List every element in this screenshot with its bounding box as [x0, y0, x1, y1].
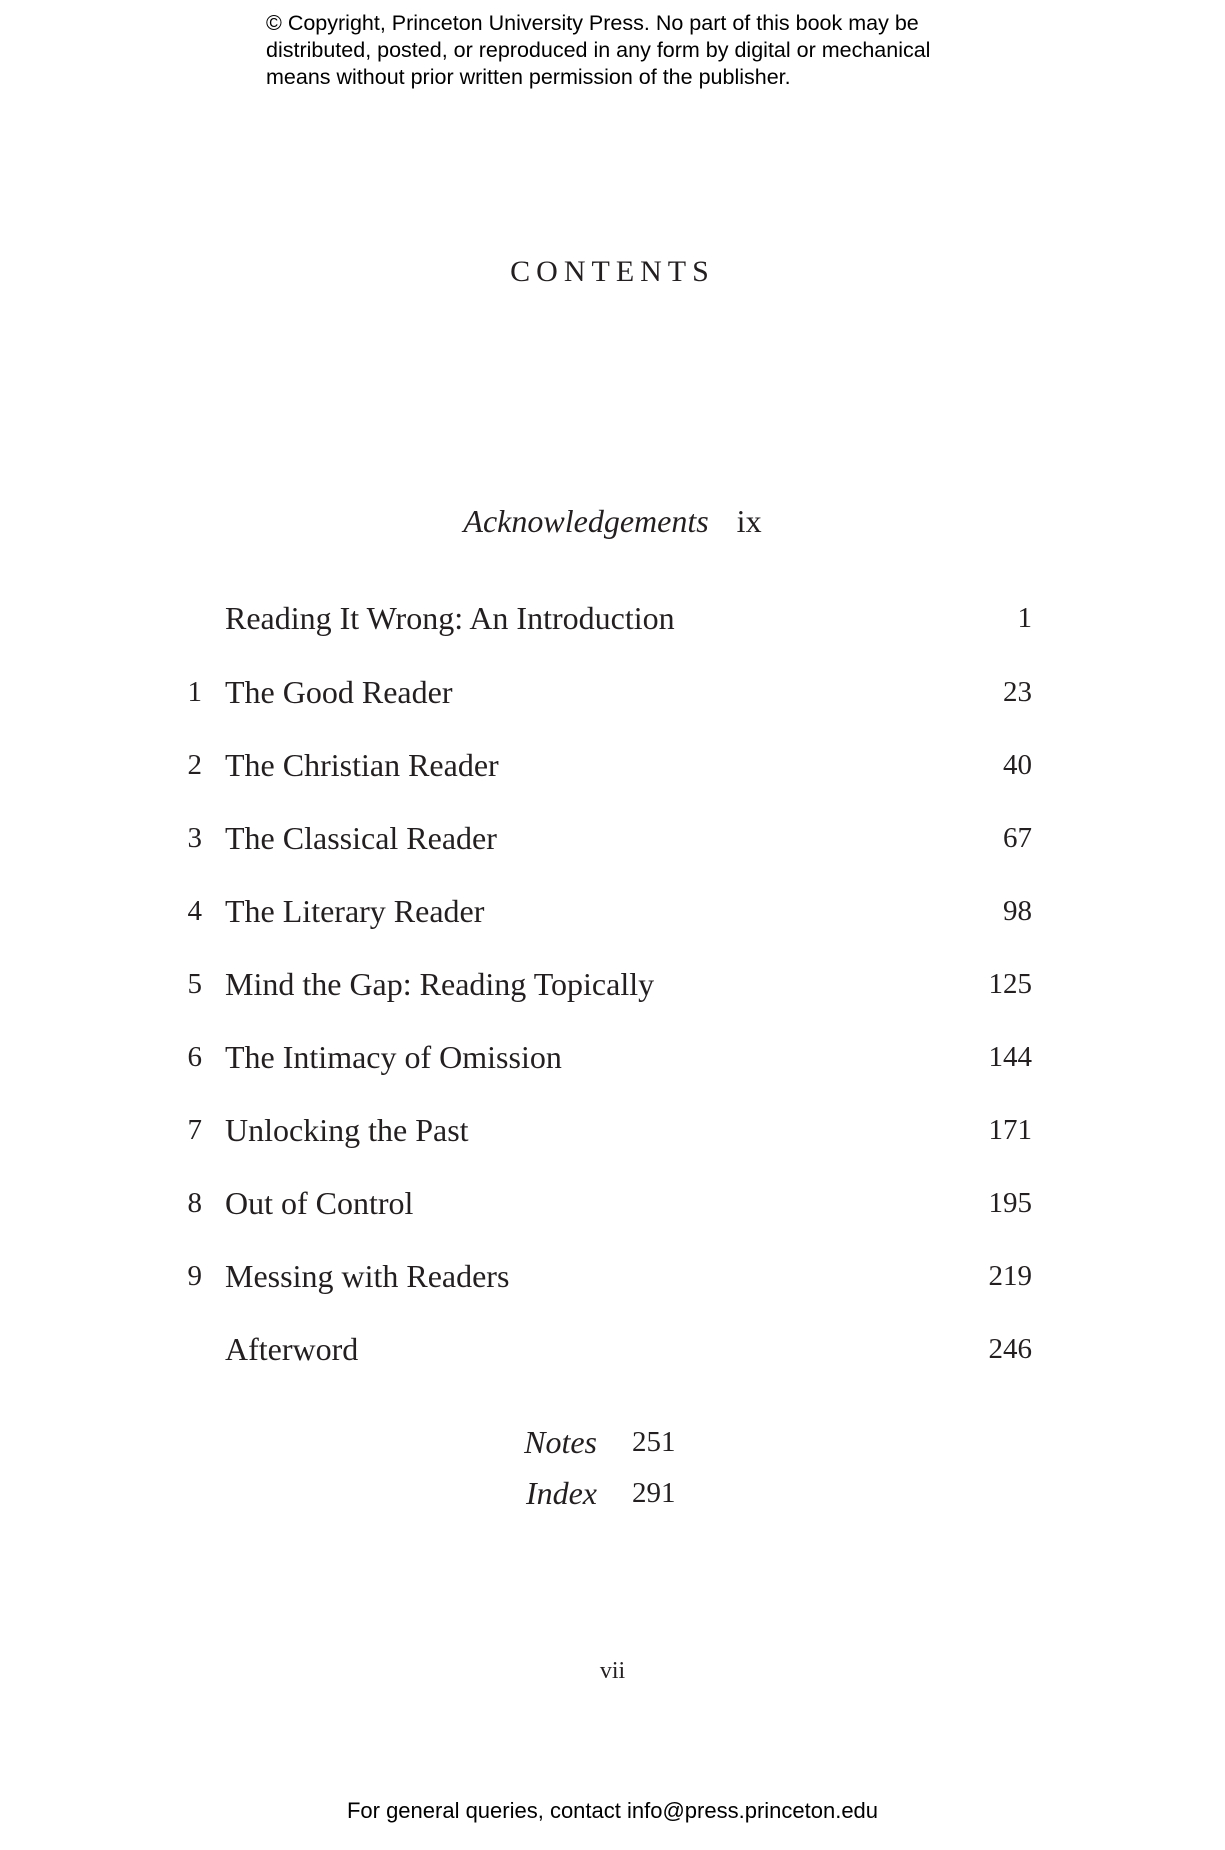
chapter-page: 144 [988, 1041, 1032, 1073]
toc-front-page: ix [736, 503, 762, 539]
chapter-page: 23 [1003, 676, 1032, 708]
chapter-title: Reading It Wrong: An Introduction [225, 600, 675, 636]
chapter-title: Unlocking the Past [225, 1112, 469, 1148]
toc-back-matter [0, 1420, 1225, 1464]
toc-back-matter [0, 1471, 1225, 1515]
chapter-title: Mind the Gap: Reading Topically [225, 966, 655, 1002]
toc-front-matter [0, 500, 1225, 542]
toc-front-title: Acknowledgements [463, 503, 709, 539]
chapter-number: 5 [187, 968, 202, 1000]
footer-contact: For general queries, contact info@press.princeton.edu [346, 1798, 879, 1823]
toc-entry [0, 670, 1225, 714]
toc-entry [0, 743, 1225, 787]
toc-entry [0, 596, 1225, 640]
chapter-title: The Classical Reader [225, 820, 497, 856]
toc-entry [0, 816, 1225, 860]
chapter-title: Messing with Readers [225, 1258, 510, 1294]
chapter-page: 195 [988, 1187, 1032, 1219]
chapter-number: 9 [187, 1260, 202, 1292]
chapter-title: The Intimacy of Omission [225, 1039, 562, 1075]
chapter-page: 1 [1017, 602, 1032, 634]
chapter-title: The Christian Reader [225, 747, 499, 783]
chapter-number: 6 [187, 1041, 202, 1073]
copyright-line: distributed, posted, or reproduced in any form by digital or mechanical [266, 38, 931, 62]
chapter-number: 3 [187, 822, 202, 854]
copyright-line: means without prior written permission of the publisher. [266, 65, 791, 89]
chapter-number: 4 [187, 895, 202, 927]
back-matter-page: 291 [632, 1477, 676, 1509]
toc-entry [0, 1181, 1225, 1225]
toc-entry [0, 1327, 1225, 1371]
page-title: CONTENTS [510, 255, 715, 288]
toc-entry [0, 962, 1225, 1006]
back-matter-page: 251 [632, 1426, 676, 1458]
chapter-page: 40 [1003, 749, 1032, 781]
chapter-title: Afterword [225, 1331, 359, 1367]
back-matter-title: Index [525, 1475, 597, 1511]
chapter-number: 7 [187, 1114, 202, 1146]
page-number: vii [599, 1658, 626, 1684]
chapter-title: Out of Control [225, 1185, 414, 1221]
chapter-page: 125 [988, 968, 1032, 1000]
toc-entry [0, 1108, 1225, 1152]
chapter-number: 1 [187, 676, 202, 708]
chapter-number: 8 [187, 1187, 202, 1219]
chapter-title: The Literary Reader [225, 893, 485, 929]
chapter-number: 2 [187, 749, 202, 781]
chapter-page: 67 [1003, 822, 1032, 854]
toc-entry [0, 1035, 1225, 1079]
chapter-page: 171 [988, 1114, 1032, 1146]
chapter-page: 98 [1003, 895, 1032, 927]
copyright-notice [266, 10, 1026, 91]
toc-entry [0, 1254, 1225, 1298]
copyright-line: © Copyright, Princeton University Press. No part of this book may be [266, 11, 919, 35]
toc-entry [0, 889, 1225, 933]
back-matter-title: Notes [524, 1424, 597, 1460]
chapter-page: 219 [988, 1260, 1032, 1292]
chapter-title: The Good Reader [225, 674, 453, 710]
chapter-page: 246 [988, 1333, 1032, 1365]
